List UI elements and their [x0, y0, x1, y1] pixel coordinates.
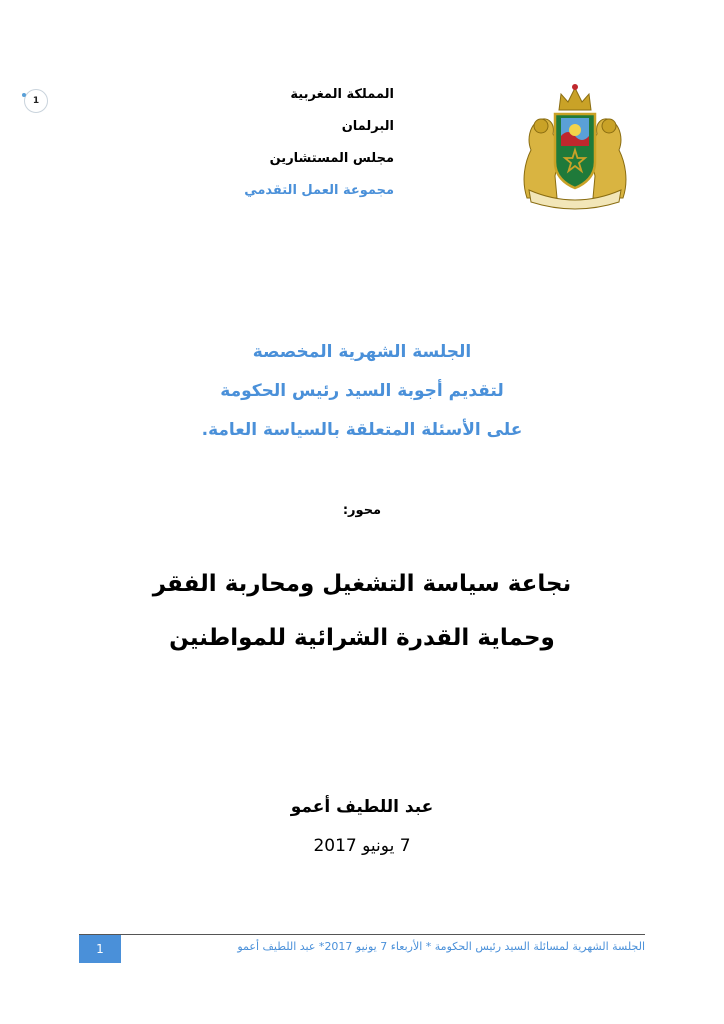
author-name: عبد اللطيف أعمو	[290, 797, 434, 817]
kingdom-title: المملكة المغربية	[290, 87, 394, 102]
page-number-badge: 1	[24, 89, 48, 113]
crown-icon	[559, 84, 591, 110]
institution-header	[134, 86, 394, 214]
shield-icon	[555, 114, 595, 188]
group-title: مجموعة العمل التقدمي	[244, 183, 394, 198]
chamber-title: مجلس المستشارين	[269, 151, 394, 166]
footer-divider	[79, 934, 645, 935]
parliament-title: البرلمان	[341, 119, 394, 134]
topic-title-block	[0, 568, 724, 676]
axis-label: محور:	[342, 503, 382, 518]
document-date: 7 يونيو 2017	[313, 836, 411, 856]
session-title-block	[0, 340, 724, 457]
footer-text: الجلسة الشهرية لمسائلة السيد رئيس الحكومة * الأربعاء 7 يونيو 2017* عبد اللطيف أعمو	[237, 940, 645, 953]
footer-page-number: 1	[79, 935, 121, 963]
right-lion-icon	[592, 119, 626, 198]
session-title-line-3: على الأسئلة المتعلقة بالسياسة العامة.	[201, 420, 523, 440]
session-title-line-2: لتقديم أجوبة السيد رئيس الحكومة	[220, 381, 504, 401]
moroccan-coat-of-arms-emblem	[515, 80, 635, 212]
left-lion-icon	[524, 119, 558, 198]
topic-title-line-1: نجاعة سياسة التشغيل ومحاربة الفقر	[152, 571, 572, 597]
session-title-line-1: الجلسة الشهرية المخصصة	[252, 342, 472, 362]
topic-title-line-2: وحماية القدرة الشرائية للمواطنين	[169, 625, 555, 651]
